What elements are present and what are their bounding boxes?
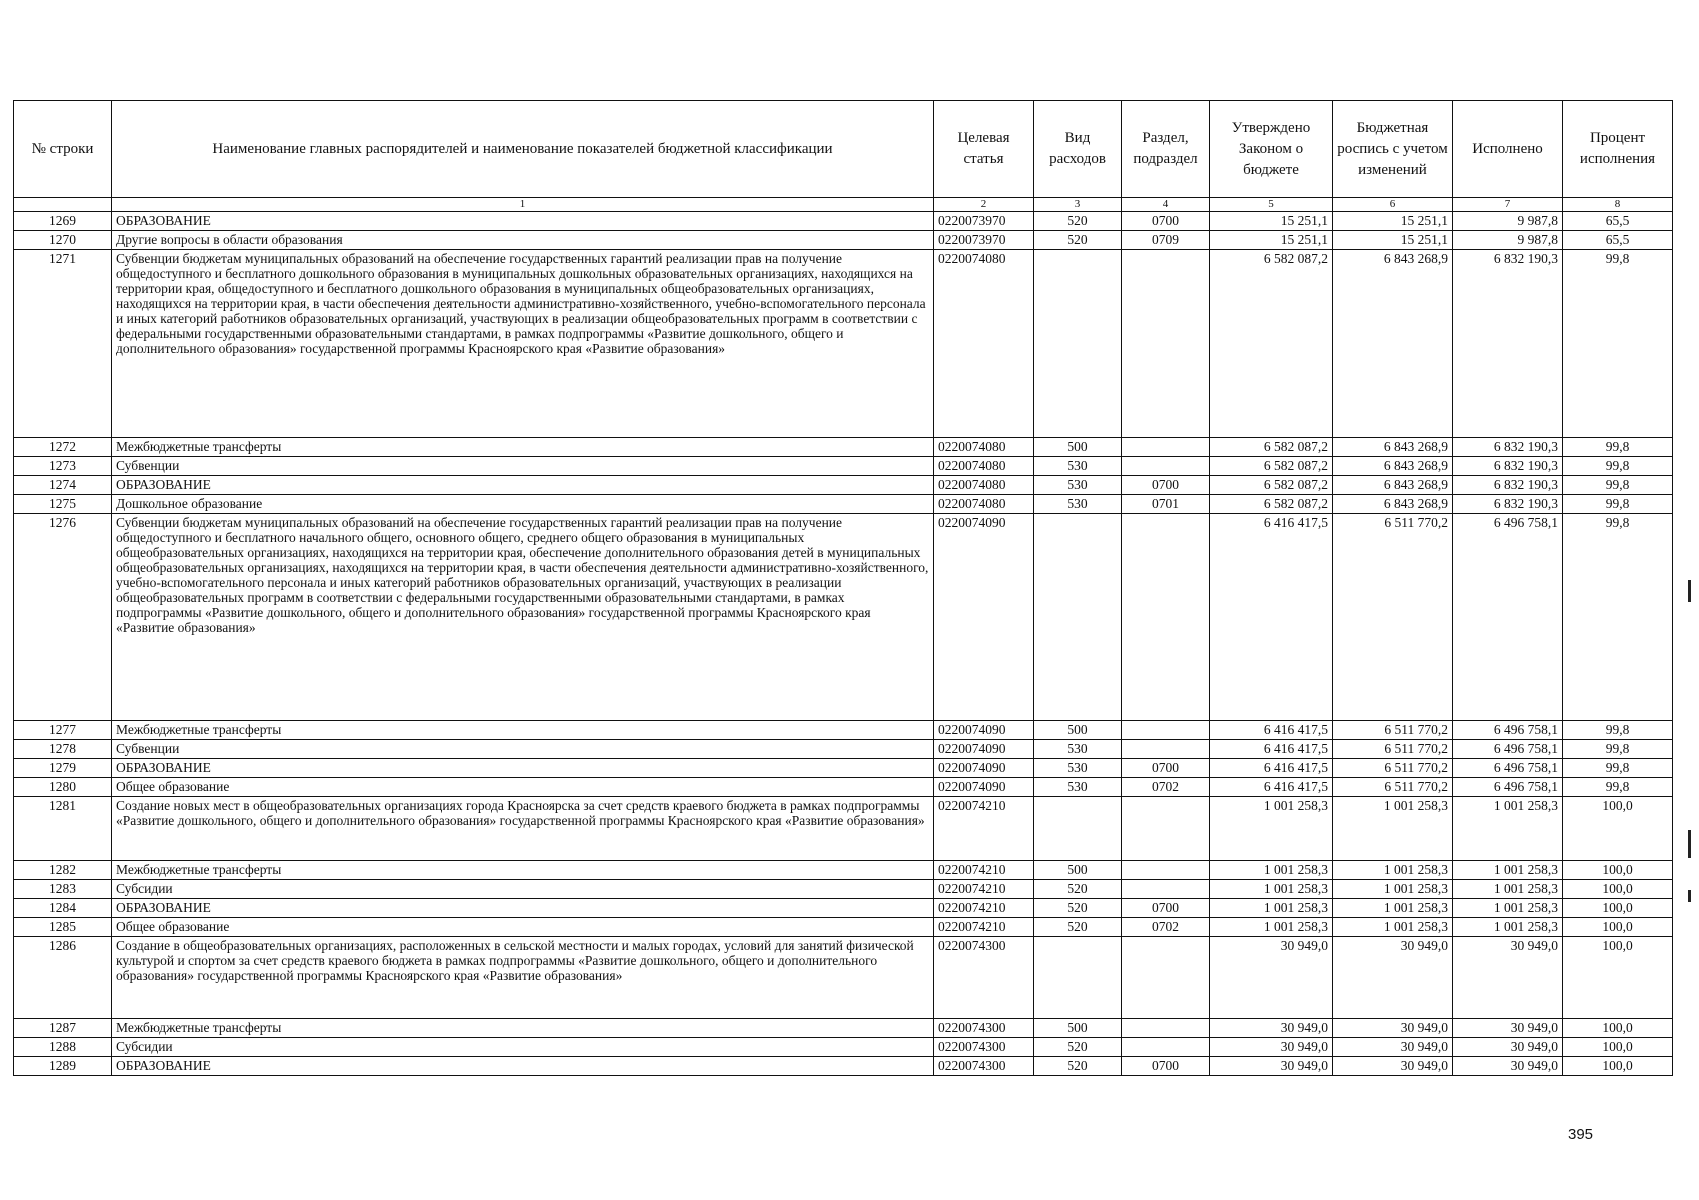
- row-approved-amount: 1 001 258,3: [1210, 899, 1333, 918]
- column-numbers-row: [14, 198, 1673, 212]
- row-schedule-amount: 6 511 770,2: [1333, 740, 1453, 759]
- row-approved-amount: 6 582 087,2: [1210, 495, 1333, 514]
- row-approved-amount: 6 416 417,5: [1210, 759, 1333, 778]
- row-approved-amount: 6 582 087,2: [1210, 250, 1333, 438]
- row-section-code: [1122, 514, 1210, 721]
- row-section-code: 0700: [1122, 1057, 1210, 1076]
- row-name: Общее образование: [112, 778, 934, 797]
- row-executed-amount: 1 001 258,3: [1453, 797, 1563, 861]
- row-expense-kind: [1034, 514, 1122, 721]
- row-executed-amount: 6 832 190,3: [1453, 495, 1563, 514]
- column-number: 6: [1333, 198, 1453, 212]
- row-name: Субвенции: [112, 457, 934, 476]
- row-number: 1271: [14, 250, 112, 438]
- row-number: 1273: [14, 457, 112, 476]
- row-executed-amount: 30 949,0: [1453, 1019, 1563, 1038]
- row-executed-amount: 30 949,0: [1453, 1038, 1563, 1057]
- row-schedule-amount: 15 251,1: [1333, 231, 1453, 250]
- row-section-code: 0700: [1122, 212, 1210, 231]
- row-expense-kind: 530: [1034, 759, 1122, 778]
- row-target-code: 0220074090: [934, 721, 1034, 740]
- row-section-code: 0702: [1122, 918, 1210, 937]
- table-row: [14, 1019, 1673, 1038]
- row-expense-kind: 520: [1034, 231, 1122, 250]
- row-execution-percent: 99,8: [1563, 438, 1673, 457]
- row-target-code: 0220074080: [934, 495, 1034, 514]
- column-number: 7: [1453, 198, 1563, 212]
- row-name: Межбюджетные трансферты: [112, 721, 934, 740]
- header-target: Целевая статья: [934, 101, 1034, 198]
- row-execution-percent: 65,5: [1563, 231, 1673, 250]
- row-section-code: [1122, 1019, 1210, 1038]
- column-number: 5: [1210, 198, 1333, 212]
- table-row: [14, 495, 1673, 514]
- row-approved-amount: 1 001 258,3: [1210, 880, 1333, 899]
- row-execution-percent: 99,8: [1563, 740, 1673, 759]
- row-target-code: 0220074210: [934, 880, 1034, 899]
- row-target-code: 0220074090: [934, 778, 1034, 797]
- row-number: 1283: [14, 880, 112, 899]
- header-row-no: № строки: [14, 101, 112, 198]
- row-number: 1278: [14, 740, 112, 759]
- scan-edge-mark: [1688, 890, 1691, 902]
- row-section-code: 0700: [1122, 476, 1210, 495]
- row-schedule-amount: 15 251,1: [1333, 212, 1453, 231]
- row-expense-kind: [1034, 250, 1122, 438]
- row-execution-percent: 100,0: [1563, 861, 1673, 880]
- row-executed-amount: 6 496 758,1: [1453, 721, 1563, 740]
- table-row: [14, 740, 1673, 759]
- row-executed-amount: 6 832 190,3: [1453, 457, 1563, 476]
- row-name: Субсидии: [112, 1038, 934, 1057]
- table-row: [14, 899, 1673, 918]
- table-header: [14, 101, 1673, 212]
- row-target-code: 0220074210: [934, 918, 1034, 937]
- row-number: 1280: [14, 778, 112, 797]
- row-section-code: [1122, 797, 1210, 861]
- row-section-code: [1122, 1038, 1210, 1057]
- row-approved-amount: 6 416 417,5: [1210, 514, 1333, 721]
- table-row: [14, 476, 1673, 495]
- row-name: Создание новых мест в общеобразовательных организациях города Красноярска за счет средств краевого бюджета в рамках подпрограммы «Развитие дошкольного, общего и дополнительного образования» государственной программы Красноярского края «Развитие образования»: [112, 797, 934, 861]
- row-section-code: 0701: [1122, 495, 1210, 514]
- row-target-code: 0220074090: [934, 514, 1034, 721]
- table-row: [14, 1057, 1673, 1076]
- row-expense-kind: 520: [1034, 212, 1122, 231]
- row-expense-kind: 520: [1034, 880, 1122, 899]
- budget-execution-table: [13, 100, 1673, 1076]
- row-number: 1288: [14, 1038, 112, 1057]
- row-execution-percent: 99,8: [1563, 457, 1673, 476]
- row-section-code: [1122, 861, 1210, 880]
- row-execution-percent: 99,8: [1563, 514, 1673, 721]
- row-number: 1287: [14, 1019, 112, 1038]
- row-schedule-amount: 6 843 268,9: [1333, 250, 1453, 438]
- row-target-code: 0220074080: [934, 250, 1034, 438]
- table-row: [14, 438, 1673, 457]
- scan-edge-mark: [1688, 830, 1691, 858]
- row-approved-amount: 6 582 087,2: [1210, 438, 1333, 457]
- row-section-code: 0700: [1122, 759, 1210, 778]
- row-executed-amount: 6 496 758,1: [1453, 759, 1563, 778]
- row-executed-amount: 9 987,8: [1453, 231, 1563, 250]
- row-target-code: 0220074080: [934, 476, 1034, 495]
- row-execution-percent: 65,5: [1563, 212, 1673, 231]
- row-schedule-amount: 1 001 258,3: [1333, 899, 1453, 918]
- row-approved-amount: 30 949,0: [1210, 1038, 1333, 1057]
- row-executed-amount: 6 496 758,1: [1453, 740, 1563, 759]
- row-executed-amount: 1 001 258,3: [1453, 880, 1563, 899]
- header-approved: Утверждено Законом о бюджете: [1210, 101, 1333, 198]
- row-number: 1277: [14, 721, 112, 740]
- row-target-code: 0220073970: [934, 212, 1034, 231]
- row-execution-percent: 99,8: [1563, 759, 1673, 778]
- row-execution-percent: 100,0: [1563, 937, 1673, 1019]
- table-row: [14, 514, 1673, 721]
- scan-edge-mark: [1688, 580, 1691, 602]
- table-row: [14, 797, 1673, 861]
- row-expense-kind: 530: [1034, 740, 1122, 759]
- row-executed-amount: 30 949,0: [1453, 1057, 1563, 1076]
- row-number: 1274: [14, 476, 112, 495]
- header-executed: Исполнено: [1453, 101, 1563, 198]
- row-section-code: [1122, 937, 1210, 1019]
- table-row: [14, 937, 1673, 1019]
- row-expense-kind: 500: [1034, 861, 1122, 880]
- table-row: [14, 457, 1673, 476]
- row-number: 1272: [14, 438, 112, 457]
- row-section-code: [1122, 457, 1210, 476]
- row-number: 1281: [14, 797, 112, 861]
- row-name: ОБРАЗОВАНИЕ: [112, 212, 934, 231]
- row-schedule-amount: 1 001 258,3: [1333, 797, 1453, 861]
- row-execution-percent: 99,8: [1563, 250, 1673, 438]
- row-section-code: 0702: [1122, 778, 1210, 797]
- header-section: Раздел, подраздел: [1122, 101, 1210, 198]
- row-expense-kind: 530: [1034, 457, 1122, 476]
- row-expense-kind: 500: [1034, 438, 1122, 457]
- row-schedule-amount: 1 001 258,3: [1333, 918, 1453, 937]
- row-target-code: 0220074210: [934, 797, 1034, 861]
- row-executed-amount: 1 001 258,3: [1453, 899, 1563, 918]
- row-target-code: 0220074090: [934, 759, 1034, 778]
- table-row: [14, 231, 1673, 250]
- row-executed-amount: 1 001 258,3: [1453, 861, 1563, 880]
- row-section-code: [1122, 721, 1210, 740]
- row-name: Субсидии: [112, 880, 934, 899]
- row-approved-amount: 30 949,0: [1210, 1019, 1333, 1038]
- row-name: Дошкольное образование: [112, 495, 934, 514]
- row-target-code: 0220073970: [934, 231, 1034, 250]
- row-approved-amount: 15 251,1: [1210, 231, 1333, 250]
- row-number: 1289: [14, 1057, 112, 1076]
- row-schedule-amount: 30 949,0: [1333, 1038, 1453, 1057]
- row-schedule-amount: 6 843 268,9: [1333, 438, 1453, 457]
- row-executed-amount: 6 832 190,3: [1453, 250, 1563, 438]
- row-target-code: 0220074210: [934, 899, 1034, 918]
- row-execution-percent: 99,8: [1563, 495, 1673, 514]
- row-name: Общее образование: [112, 918, 934, 937]
- row-section-code: 0709: [1122, 231, 1210, 250]
- table-row: [14, 250, 1673, 438]
- row-executed-amount: 6 496 758,1: [1453, 778, 1563, 797]
- row-number: 1276: [14, 514, 112, 721]
- page-number: 395: [1568, 1126, 1594, 1143]
- table-row: [14, 880, 1673, 899]
- header-kind: Вид расходов: [1034, 101, 1122, 198]
- row-schedule-amount: 6 843 268,9: [1333, 495, 1453, 514]
- table-row: [14, 918, 1673, 937]
- row-target-code: 0220074300: [934, 1038, 1034, 1057]
- row-schedule-amount: 6 511 770,2: [1333, 514, 1453, 721]
- row-name: Межбюджетные трансферты: [112, 1019, 934, 1038]
- header-percent: Процент исполнения: [1563, 101, 1673, 198]
- row-executed-amount: 9 987,8: [1453, 212, 1563, 231]
- row-approved-amount: 15 251,1: [1210, 212, 1333, 231]
- row-expense-kind: 520: [1034, 1057, 1122, 1076]
- row-executed-amount: 6 832 190,3: [1453, 438, 1563, 457]
- row-schedule-amount: 1 001 258,3: [1333, 861, 1453, 880]
- row-schedule-amount: 6 511 770,2: [1333, 778, 1453, 797]
- row-number: 1284: [14, 899, 112, 918]
- header-schedule: Бюджетная роспись с учетом изменений: [1333, 101, 1453, 198]
- row-name: ОБРАЗОВАНИЕ: [112, 476, 934, 495]
- row-name: Другие вопросы в области образования: [112, 231, 934, 250]
- row-section-code: [1122, 880, 1210, 899]
- row-schedule-amount: 6 843 268,9: [1333, 457, 1453, 476]
- row-expense-kind: [1034, 937, 1122, 1019]
- row-name: Субвенции бюджетам муниципальных образований на обеспечение государственных гарантий реализации прав на получение общедоступного и бесплатного начального общего, основного общего, среднего общего образования в муниципальных общеобразовательных организациях, находящихся на территории края, обеспечение дополнительного образования детей в муниципальных общеобразовательных организациях, находящихся на территории края, в части обеспечения деятельности административно-хозяйственного, учебно-вспомогательного персонала и иных категорий работников образовательных организаций, участвующих в реализации общеобразовательных программ в соответствии с федеральными государственными образовательными стандартами, в рамках подпрограммы «Развитие дошкольного, общего и дополнительного образования» государственной программы Красноярского края «Развитие образования»: [112, 514, 934, 721]
- row-number: 1286: [14, 937, 112, 1019]
- row-name: Субвенции: [112, 740, 934, 759]
- column-number: 1: [112, 198, 934, 212]
- row-approved-amount: 6 416 417,5: [1210, 778, 1333, 797]
- row-name: ОБРАЗОВАНИЕ: [112, 759, 934, 778]
- row-execution-percent: 100,0: [1563, 918, 1673, 937]
- column-number: 8: [1563, 198, 1673, 212]
- row-target-code: 0220074090: [934, 740, 1034, 759]
- row-target-code: 0220074300: [934, 1057, 1034, 1076]
- row-execution-percent: 100,0: [1563, 1019, 1673, 1038]
- row-target-code: 0220074080: [934, 438, 1034, 457]
- row-section-code: [1122, 250, 1210, 438]
- row-expense-kind: 520: [1034, 899, 1122, 918]
- row-execution-percent: 100,0: [1563, 1038, 1673, 1057]
- row-expense-kind: 530: [1034, 476, 1122, 495]
- row-expense-kind: 530: [1034, 495, 1122, 514]
- row-approved-amount: 6 582 087,2: [1210, 457, 1333, 476]
- row-schedule-amount: 30 949,0: [1333, 1057, 1453, 1076]
- column-number: 3: [1034, 198, 1122, 212]
- table-row: [14, 759, 1673, 778]
- row-execution-percent: 100,0: [1563, 1057, 1673, 1076]
- header-name: Наименование главных распорядителей и наименование показателей бюджетной классификации: [112, 101, 934, 198]
- row-approved-amount: 6 582 087,2: [1210, 476, 1333, 495]
- row-approved-amount: 1 001 258,3: [1210, 861, 1333, 880]
- table-row: [14, 861, 1673, 880]
- row-executed-amount: 30 949,0: [1453, 937, 1563, 1019]
- column-number: 4: [1122, 198, 1210, 212]
- row-approved-amount: 6 416 417,5: [1210, 721, 1333, 740]
- row-execution-percent: 100,0: [1563, 899, 1673, 918]
- row-approved-amount: 6 416 417,5: [1210, 740, 1333, 759]
- table-body: [14, 212, 1673, 1076]
- row-target-code: 0220074210: [934, 861, 1034, 880]
- row-number: 1275: [14, 495, 112, 514]
- row-section-code: [1122, 438, 1210, 457]
- row-name: ОБРАЗОВАНИЕ: [112, 899, 934, 918]
- column-number-blank: [14, 198, 112, 212]
- row-number: 1282: [14, 861, 112, 880]
- row-expense-kind: 520: [1034, 918, 1122, 937]
- row-section-code: 0700: [1122, 899, 1210, 918]
- row-name: Межбюджетные трансферты: [112, 861, 934, 880]
- row-execution-percent: 99,8: [1563, 476, 1673, 495]
- row-name: Субвенции бюджетам муниципальных образований на обеспечение государственных гарантий реализации прав на получение общедоступного и бесплатного дошкольного образования в муниципальных дошкольных образовательных организациях, находящихся на территории края, общедоступного и бесплатного дошкольного образования в муниципальных общеобразовательных организациях, находящихся на территории края, в части обеспечения деятельности административно-хозяйственного, учебно-вспомогательного персонала и иных категорий работников образовательных организаций, участвующих в реализации общеобразовательных программ в соответствии с федеральными государственными образовательными стандартами, в рамках подпрограммы «Развитие дошкольного, общего и дополнительного образования» государственной программы Красноярского края «Развитие образования»: [112, 250, 934, 438]
- row-expense-kind: [1034, 797, 1122, 861]
- row-expense-kind: 500: [1034, 1019, 1122, 1038]
- table-row: [14, 212, 1673, 231]
- row-execution-percent: 100,0: [1563, 880, 1673, 899]
- column-number: 2: [934, 198, 1034, 212]
- row-name: Межбюджетные трансферты: [112, 438, 934, 457]
- row-approved-amount: 1 001 258,3: [1210, 918, 1333, 937]
- row-schedule-amount: 6 511 770,2: [1333, 759, 1453, 778]
- row-section-code: [1122, 740, 1210, 759]
- row-expense-kind: 520: [1034, 1038, 1122, 1057]
- row-expense-kind: 500: [1034, 721, 1122, 740]
- row-name: ОБРАЗОВАНИЕ: [112, 1057, 934, 1076]
- row-number: 1279: [14, 759, 112, 778]
- row-approved-amount: 1 001 258,3: [1210, 797, 1333, 861]
- row-target-code: 0220074080: [934, 457, 1034, 476]
- table-row: [14, 721, 1673, 740]
- row-approved-amount: 30 949,0: [1210, 937, 1333, 1019]
- row-schedule-amount: 1 001 258,3: [1333, 880, 1453, 899]
- row-target-code: 0220074300: [934, 1019, 1034, 1038]
- row-schedule-amount: 30 949,0: [1333, 1019, 1453, 1038]
- row-target-code: 0220074300: [934, 937, 1034, 1019]
- row-schedule-amount: 6 843 268,9: [1333, 476, 1453, 495]
- row-number: 1269: [14, 212, 112, 231]
- row-execution-percent: 99,8: [1563, 721, 1673, 740]
- row-number: 1270: [14, 231, 112, 250]
- row-executed-amount: 6 496 758,1: [1453, 514, 1563, 721]
- row-executed-amount: 1 001 258,3: [1453, 918, 1563, 937]
- row-approved-amount: 30 949,0: [1210, 1057, 1333, 1076]
- row-expense-kind: 530: [1034, 778, 1122, 797]
- table-row: [14, 1038, 1673, 1057]
- row-executed-amount: 6 832 190,3: [1453, 476, 1563, 495]
- row-schedule-amount: 6 511 770,2: [1333, 721, 1453, 740]
- table-row: [14, 778, 1673, 797]
- row-execution-percent: 100,0: [1563, 797, 1673, 861]
- row-number: 1285: [14, 918, 112, 937]
- row-name: Создание в общеобразовательных организациях, расположенных в сельской местности и малых городах, условий для занятий физической культурой и спортом за счет средств краевого бюджета в рамках подпрограммы «Развитие дошкольного, общего и дополнительного образования» государственной программы Красноярского края «Развитие образования»: [112, 937, 934, 1019]
- row-schedule-amount: 30 949,0: [1333, 937, 1453, 1019]
- row-execution-percent: 99,8: [1563, 778, 1673, 797]
